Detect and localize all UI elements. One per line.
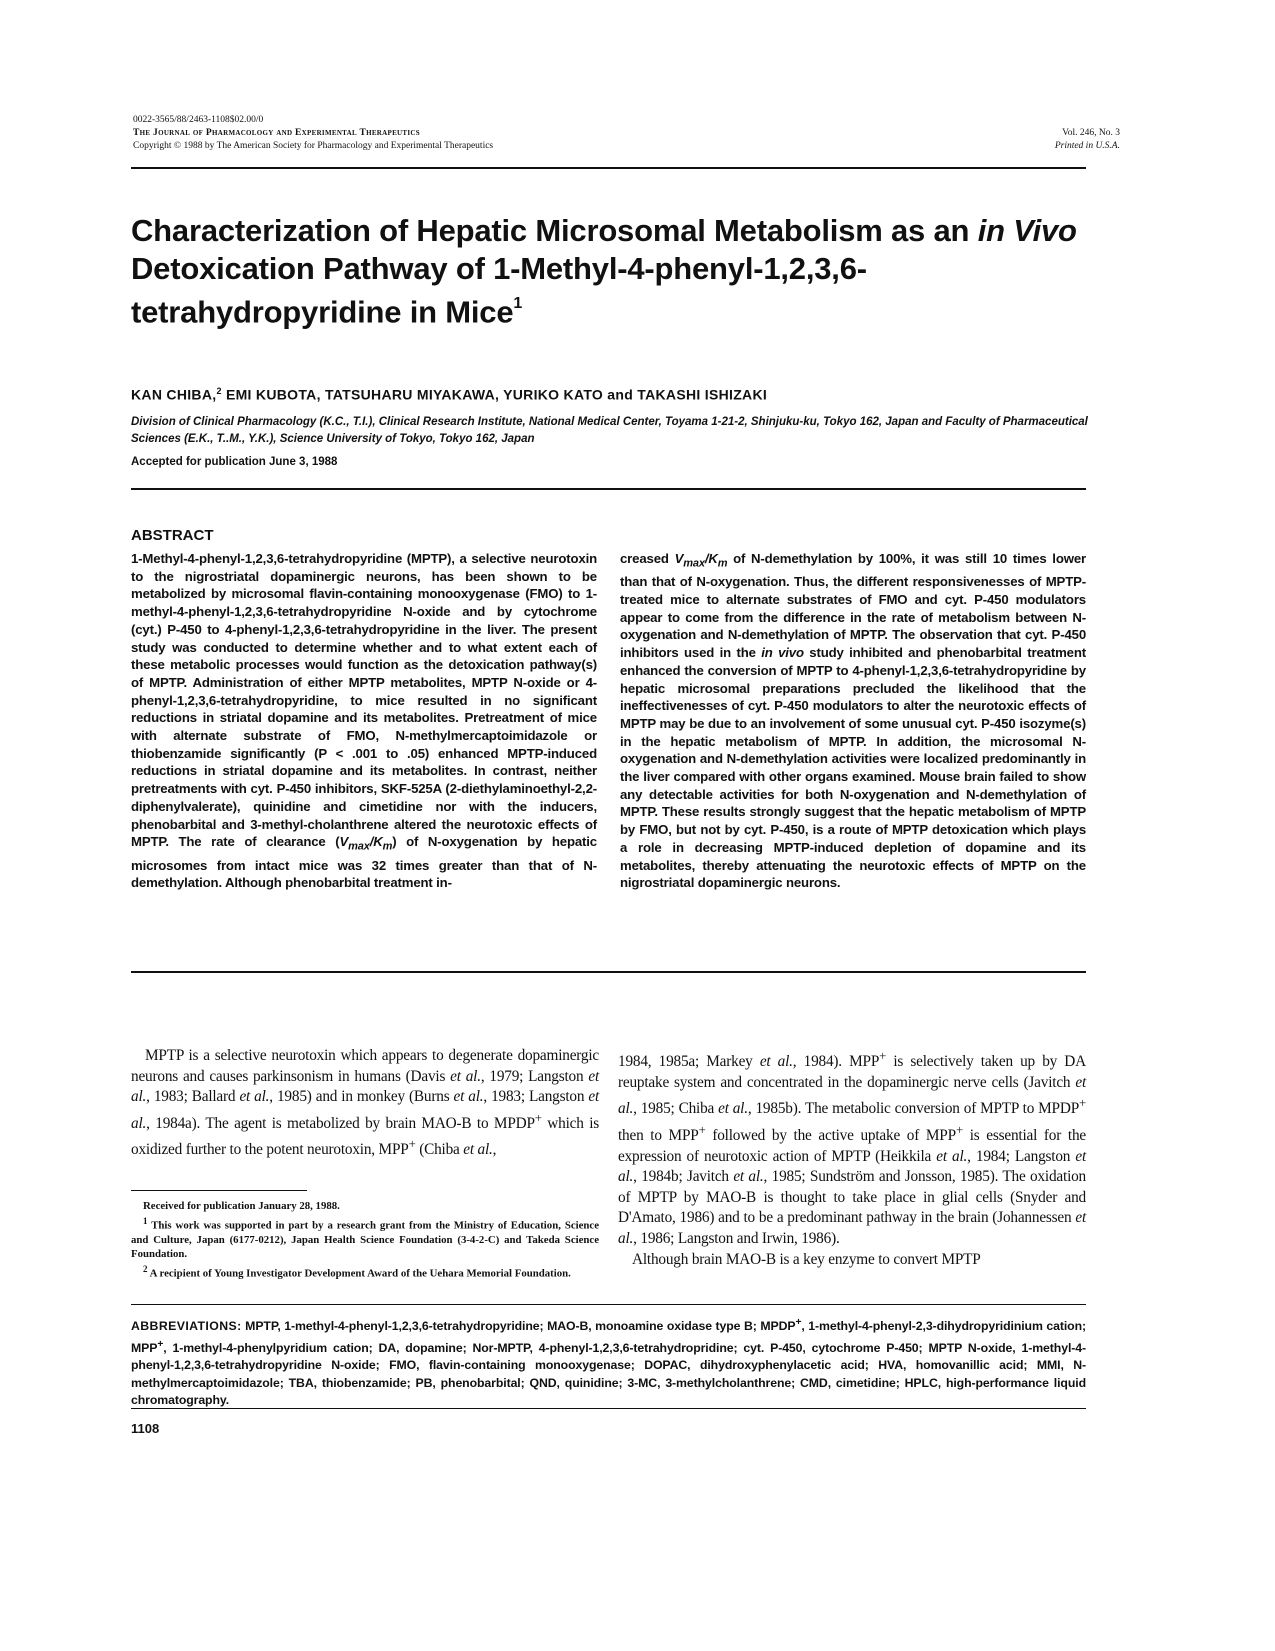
body-text-segment: (Chiba (415, 1141, 464, 1159)
body-column-1 (131, 1046, 599, 1161)
et-al-italic: et al. (759, 1053, 793, 1071)
printed-location: Printed in U.S.A. (1054, 141, 1120, 151)
footnote-2 (131, 1262, 599, 1281)
body-text-segment: 1984, 1985a; Markey (618, 1053, 760, 1071)
body-text-segment: then to MPP (618, 1127, 699, 1145)
journal-name: The Journal of Pharmacology and Experimental Therapeutics (133, 128, 420, 138)
abstract-heading: ABSTRACT (131, 527, 214, 544)
abbreviations-sup-2: + (157, 1338, 164, 1350)
body-text-segment: MPTP is a selective neurotoxin which appears to degenerate dopaminergic neurons and causes parkinsonism in humans (Davis (131, 1047, 599, 1085)
article-code: 0022-3565/88/2463-1108$02.00/0 (133, 115, 264, 125)
charge-superscript: + (534, 1110, 542, 1125)
journal-header (133, 114, 733, 153)
footnote-2-mark: 2 (143, 1263, 148, 1274)
body-text-segment: followed by the active uptake of MPP (705, 1127, 956, 1145)
abstract-text-2b: of N-demethylation by 100%, it was still 10 times lower than that of N-oxygenation. Thus, the different responsivenesses of MPTP-treated mice to alternate substrates of FMO and cyt. P-450 modulators appear to come from the difference in the rate of metabolism between N-oxygenation and N-demethylation of MPTP. The observation that cyt. P-450 inhibitors used in the (620, 551, 1086, 661)
body-column-2 (618, 1046, 1086, 1270)
footnote-1 (131, 1214, 599, 1262)
title-footnote-mark: 1 (513, 295, 523, 312)
in-vivo-italic: in vivo (761, 645, 804, 661)
abbreviations-sup-1: + (795, 1317, 802, 1328)
et-al-italic: et al. (131, 1088, 600, 1132)
charge-superscript: + (698, 1122, 706, 1137)
abstract-column-1: 1-Methyl-4-phenyl-1,2,3,6-tetrahydropyridine (MPTP), a selective neurotoxin to the nigrostriatal dopaminergic neurons, has been shown to be metabolized by microsomal flavin-containing monooxygenase (FMO) to 1-methyl-4-phenyl-1,2,3,6-tetrahydropyridine N-oxide and by cytochrome (cyt.) P-450 to 4-phenyl-1,2,3,6-tetrahydropyridine in the liver. The present study was conducted to determine whether and to what extent each of these metabolic processes would function as the detoxication pathway(s) of MPTP. Administration of either MPTP metabolites, MPTP N-oxide or 4-phenyl-1,2,3,6-tetrahydropyridine, to mice resulted in no significant reductions in striatal dopamine and its metabolites. Pretreatment of mice with alternate substrate of FMO, N-methylmercaptoimidazole or thiobenzamide significantly (P < .001 to .05) enhanced MPTP-induced reductions in striatal dopamine and its metabolites. In contrast, neither pretreatments with cyt. P-450 inhibitors, SKF-525A (2-diethylaminoethyl-2,2-diphenylvalerate), quinidine and cimetidine nor with the inducers, phenobarbital and 3-methyl-cholanthrene altered the neurotoxic effects of MPTP. The rate of clearance $(V_{max}/K_m)$ of N-oxygenation by hepatic microsomes from intact mice was 32 times greater than that of N-demethylation. Although phenobarbital treatment in- (131, 551, 597, 891)
et-al-italic: et al. (718, 1100, 748, 1118)
body-text-segment: , 1983; Langston (483, 1088, 589, 1106)
author-footnote-mark: 2 (216, 386, 222, 396)
title-line-3: tetrahydropyridine in Mice (131, 294, 514, 330)
article-title (131, 212, 1131, 331)
body-text-segment: , 1985; Sundström and Jonsson, 1985). The oxidation of MPTP by MAO-B is thought to take place in glial cells (Snyder and D'Amato, 1986) and to be a predominant pathway in the brain (Johannessen (618, 1168, 1087, 1227)
body-text-segment: , 1985; Chiba (633, 1100, 719, 1118)
title-line-2: Detoxication Pathway of 1-Methyl-4-phenyl-1,2,3,6- (131, 251, 867, 286)
author-rest: EMI KUBOTA, TATSUHARU MIYAKAWA, YURIKO KATO and TAKASHI ISHIZAKI (221, 386, 768, 403)
body-text-segment: which is oxidized further to the potent neurotoxin, MPP (131, 1114, 599, 1159)
abstract-text-1b: ) of N-oxygenation by hepatic microsomes from intact mice was 32 times greater than that of N-demethylation. Although phenobarbital treatment in- (131, 834, 597, 891)
footnote-rule (131, 1190, 307, 1191)
vmax-subscript: max (683, 557, 705, 570)
vmax-symbol: V (339, 834, 349, 850)
received-note: Received for publication January 28, 1988. (143, 1200, 340, 1212)
charge-superscript: + (1079, 1096, 1087, 1111)
volume-number: Vol. 246, No. 3 (1062, 128, 1120, 138)
et-al-italic: et al. (618, 1147, 1086, 1186)
et-al-italic: et al. (453, 1088, 484, 1106)
author-first: KAN CHIBA, (131, 386, 217, 403)
abbreviations-text-a: MPTP, 1-methyl-4-phenyl-1,2,3,6-tetrahydropyridine; MAO-B, monoamine oxidase type B; MPDP (241, 1319, 796, 1334)
abstract-text-2a: creased (620, 551, 675, 566)
body-text-segment: , 1984b; Javitch (633, 1168, 734, 1186)
et-al-italic: et al. (618, 1209, 1086, 1248)
title-line-1: Characterization of Hepatic Microsomal Metabolism as an (131, 213, 978, 248)
et-al-italic: et al. (618, 1073, 1086, 1118)
body-paragraph (131, 1046, 599, 1161)
title-italic: in Vivo (977, 213, 1077, 248)
header-rule (131, 167, 1086, 169)
footnote-1-mark: 1 (143, 1215, 148, 1226)
et-al-italic: et al. (463, 1141, 493, 1159)
km-symbol: K (373, 834, 383, 850)
vmax-subscript: max (348, 840, 370, 853)
km-subscript: m (382, 840, 393, 853)
et-al-italic: et al. (450, 1067, 481, 1085)
body-text-segment: , 1983; Ballard (146, 1088, 240, 1106)
affiliation: Division of Clinical Pharmacology (K.C., T.I.), Clinical Research Institute, National Medical Center, Toyama 1-21-2, Shinjuku-ku, Tokyo 162, Japan and Faculty of Pharmaceutical Sciences (E.K., T..M., Y.K.), Science University of Tokyo, Tokyo 162, Japan (131, 416, 1088, 445)
body-text-segment: , 1984a). The agent is metabolized by brain MAO-B to MPDP (146, 1114, 535, 1132)
abbreviations (131, 1314, 1086, 1410)
abstract-column-2: creased $V_{max}/K_m$ of N-demethylation by 100%, it was still 10 times lower than that of N-oxygenation. Thus, the different responsivenesses of MPTP-treated mice to alternate substrates of FMO and cyt. P-450 modulators appear to come from the difference in the rate of metabolism between N-oxygenation and N-demethylation of MPTP. The observation that cyt. P-450 inhibitors used in the in vivo study inhibited and phenobarbital treatment enhanced the conversion of MPTP to 4-phenyl-1,2,3,6-tetrahydropyridine by hepatic microsomal preparations precluded the likelihood that the ineffectivenesses of cyt. P-450 modulators to alter the neurotoxic effects of MPTP may be due to an involvement of some unusual cyt. P-450 isozyme(s) in the hepatic metabolism of MPTP. In addition, the microsomal N-oxygenation and N-demethylation activities were localized predominantly in the liver compared with other organs examined. Mouse brain failed to show any detectable activities for both N-oxygenation and N-demethylation of MPTP. These results strongly suggest that the hepatic metabolism of MPTP by FMO, but not by cyt. P-450, is a route of MPTP detoxication which plays a role in decreasing MPTP-induced depletion of dopamine and its metabolites, thereby attenuating the neurotoxic effects of MPTP on the nigrostriatal dopaminergic neurons. (620, 551, 1086, 891)
body-text-segment: , 1979; Langston (480, 1067, 589, 1085)
author-list (131, 386, 1131, 403)
copyright-line: Copyright © 1988 by The American Society for Pharmacology and Experimental Therapeutics (133, 141, 494, 151)
body-paragraph (618, 1046, 1086, 1250)
body-text-segment: is selectively taken up by DA reuptake system and concentrated in the dopaminergic nerve cells (Javitch (618, 1053, 1086, 1091)
et-al-italic: et al. (733, 1168, 764, 1186)
abstract-text-1a: 1-Methyl-4-phenyl-1,2,3,6-tetrahydropyridine (MPTP), a selective neurotoxin to the nigrostriatal dopaminergic neurons, has been shown to be metabolized by microsomal flavin-containing monooxygenase (FMO) to 1-methyl-4-phenyl-1,2,3,6-tetrahydropyridine N-oxide and by cytochrome (cyt.) P-450 to 4-phenyl-1,2,3,6-tetrahydropyridine in the liver. The present study was conducted to determine whether and to what extent each of these metabolic processes would function as the detoxication pathway(s) of MPTP. Administration of either MPTP metabolites, MPTP N-oxide or 4-phenyl-1,2,3,6-tetrahydropyridine, to mice resulted in no significant reductions in striatal dopamine and its metabolites. Pretreatment of mice with alternate substrate of FMO, N-methylmercaptoimidazole or thiobenzamide significantly (P < .001 to .05) enhanced MPTP-induced reductions in striatal dopamine and its metabolites. In contrast, neither pretreatments with cyt. P-450 inhibitors, SKF-525A (2-diethylaminoethyl-2,2-diphenylvalerate), quinidine and cimetidine nor with the inducers, phenobarbital and 3-methyl-cholanthrene altered the neurotoxic effects of MPTP. The rate of clearance ( (131, 551, 597, 850)
charge-superscript: + (879, 1049, 887, 1063)
body-text-segment: , 1986; Langston and Irwin, 1986). (633, 1230, 840, 1248)
abstract-bottom-rule (131, 971, 1086, 973)
km-subscript: m (717, 557, 728, 570)
et-al-italic: et al. (131, 1067, 600, 1106)
abbreviation-rule (131, 1304, 1086, 1305)
footer-rule (131, 1408, 1086, 1409)
charge-superscript: + (408, 1137, 416, 1152)
body-paragraph: Although brain MAO-B is a key enzyme to convert MPTP (632, 1250, 981, 1268)
abstract-top-rule (131, 488, 1086, 490)
volume-info (820, 127, 1120, 153)
abbreviations-text-c: , 1-methyl-4-phenylpyridium cation; DA, dopamine; Nor-MPTP, 4-phenyl-1,2,3,6-tetrahydropridine; cyt. P-450, cytochrome P-450; MPTP N-oxide, 1-methyl-4-phenyl-1,2,3,6-tetrahydropyridine N-oxide; FMO, flavin-containing monooxygenase; DOPAC, dihydroxyphenylacetic acid; HVA, homovanillic acid; MMI, N-methylmercaptoimidazole; TBA, thiobenzamide; PB, phenobarbital; QND, quinidine; 3-MC, 3-methylcholanthrene; CMD, cimetidine; HPLC, high-performance liquid chromatography. (131, 1340, 1086, 1408)
accepted-date: Accepted for publication June 3, 1988 (131, 456, 338, 468)
body-text-segment: , 1984). MPP (792, 1053, 880, 1071)
vmax-symbol: V (674, 551, 684, 566)
et-al-italic: et al. (936, 1147, 968, 1165)
page-number: 1108 (131, 1421, 160, 1436)
abbreviations-text-b: , 1-methyl-4-phenyl-2,3-dihydropyridinium cation; MPP (131, 1319, 1086, 1355)
footnotes (131, 1199, 599, 1281)
body-text-segment: is essential for the expression of neurotoxic action of MPTP (Heikkila (618, 1127, 1086, 1165)
abstract-text-2c: study inhibited and phenobarbital treatment enhanced the conversion of MPTP to 4-phenyl-1,2,3,6-tetrahydropyridine by hepatic microsomal preparations precluded the likelihood that the ineffectivenesses of cyt. P-450 modulators to alter the neurotoxic effects of MPTP may be due to an involvement of some unusual cyt. P-450 isozyme(s) in the hepatic metabolism of MPTP. In addition, the microsomal N-oxygenation and N-demethylation activities were localized predominantly in the liver compared with other organs examined. Mouse brain failed to show any detectable activities for both N-oxygenation and N-demethylation of MPTP. These results strongly suggest that the hepatic metabolism of MPTP by FMO, but not by cyt. P-450, is a route of MPTP detoxication which plays a role in decreasing MPTP-induced depletion of dopamine and its metabolites, thereby attenuating the neurotoxic effects of MPTP on the nigrostriatal dopaminergic neurons. (620, 645, 1086, 891)
km-symbol: K (708, 551, 718, 566)
body-text-segment: , 1985b). The metabolic conversion of MPTP to MPDP (747, 1100, 1080, 1118)
footnote-2-text: A recipient of Young Investigator Development Award of the Uehara Memorial Foundation. (147, 1267, 571, 1280)
body-text-segment: , 1984; Langston (967, 1147, 1076, 1165)
body-text-segment: , 1985) and in monkey (Burns (269, 1088, 454, 1106)
footnote-1-text: This work was supported in part by a research grant from the Ministry of Education, Science and Culture, Japan (6177-0212), Japan Health Science Foundation (3-4-2-C) and Takeda Science Foundation. (131, 1219, 599, 1261)
charge-superscript: + (955, 1122, 963, 1137)
body-text-segment: , (492, 1141, 497, 1159)
et-al-italic: et al. (239, 1088, 270, 1106)
abbreviations-label: ABBREVIATIONS: (131, 1319, 242, 1334)
